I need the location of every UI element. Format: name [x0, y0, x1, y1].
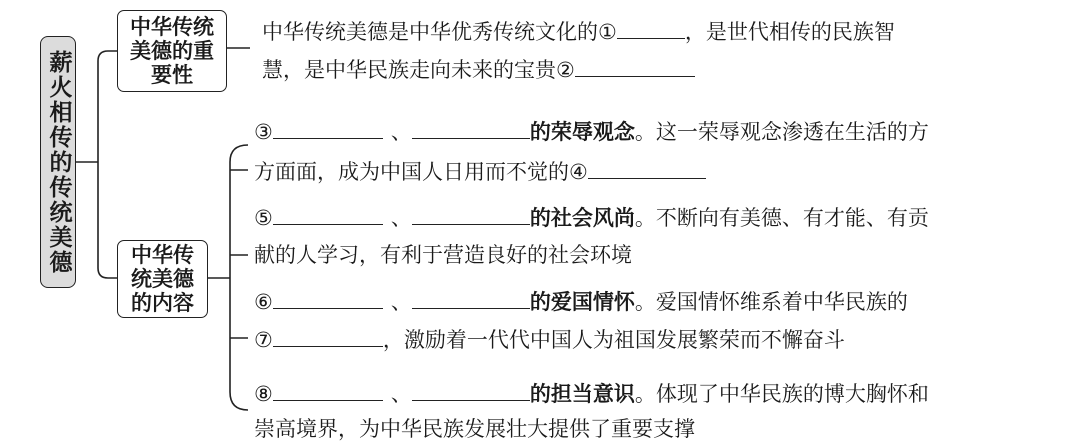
item-text: 。体现了中华民族的博大胸怀和: [634, 382, 929, 406]
keyword: 的担当意识: [529, 382, 635, 406]
blank-3a[interactable]: [273, 118, 383, 139]
branch-content-label: 中华传 统美德 的内容: [131, 243, 194, 315]
item-text: 方面面，成为中国人日用而不觉的④: [254, 160, 588, 184]
item-text: 献的人学习，有利于营造良好的社会环境: [254, 243, 632, 267]
blank-5b[interactable]: [412, 204, 530, 225]
separator: 、: [390, 206, 412, 230]
separator: 、: [390, 382, 412, 406]
content-item-2-line-1: [254, 204, 929, 231]
branch-importance: [117, 10, 227, 92]
importance-line-1: [262, 18, 895, 45]
content-item-4-line-1: [254, 380, 929, 407]
keyword: 的爱国情怀: [529, 290, 635, 314]
content-item-4-line-2: [254, 416, 695, 442]
item-number: ⑥: [254, 290, 273, 314]
importance-text-a: 中华传统美德是中华优秀传统文化的①: [262, 20, 617, 44]
item-text: 。爱国情怀维系着中华民族的: [634, 290, 908, 314]
item-text: 崇高境界，为中华民族发展壮大提供了重要支撑: [254, 417, 695, 441]
item-number: ⑦: [254, 328, 273, 352]
branch-importance-label: 中华传统 美德的重 要性: [130, 15, 214, 87]
branch-content: [117, 240, 208, 318]
blank-6b[interactable]: [412, 288, 530, 309]
item-number: ⑧: [254, 382, 273, 406]
item-number: ⑤: [254, 206, 273, 230]
blank-3b[interactable]: [412, 118, 530, 139]
blank-8a[interactable]: [273, 380, 383, 401]
blank-2[interactable]: [575, 56, 695, 77]
content-item-1-line-2: [254, 158, 706, 185]
keyword: 的荣辱观念: [529, 120, 635, 144]
blank-1[interactable]: [617, 18, 685, 39]
keyword: 的社会风尚: [529, 206, 635, 230]
root-label: 薪火相传的传统美德: [45, 49, 72, 275]
separator: 、: [390, 290, 412, 314]
item-text: 。这一荣辱观念渗透在生活的方: [634, 120, 929, 144]
root-node: [40, 36, 76, 288]
item-text: ，激励着一代代中国人为祖国发展繁荣而不懈奋斗: [382, 328, 845, 352]
content-item-1-line-1: [254, 118, 929, 145]
blank-5a[interactable]: [273, 204, 383, 225]
content-item-2-line-2: [254, 242, 632, 268]
content-item-3-line-2: [254, 326, 845, 353]
item-number: ③: [254, 120, 273, 144]
blank-8b[interactable]: [412, 380, 530, 401]
blank-6a[interactable]: [273, 288, 383, 309]
importance-text-b: ，是世代相传的民族智: [684, 20, 895, 44]
content-item-3-line-1: [254, 288, 908, 315]
blank-7[interactable]: [273, 326, 383, 347]
importance-text-c: 慧，是中华民族走向未来的宝贵②: [262, 58, 575, 82]
separator: 、: [390, 120, 412, 144]
importance-line-2: [262, 56, 695, 83]
blank-4[interactable]: [588, 158, 706, 179]
item-text: 。不断向有美德、有才能、有贡: [634, 206, 929, 230]
